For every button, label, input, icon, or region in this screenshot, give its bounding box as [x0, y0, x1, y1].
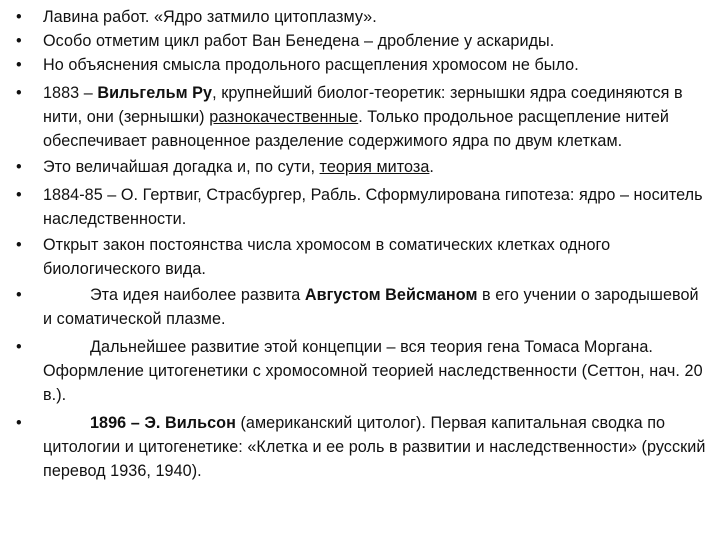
bullet-text-pre: 1883 –: [43, 84, 98, 102]
bullet-item-hertwig-1884: [16, 183, 710, 231]
bullet-text: Но объяснения смысла продольного расщепления хромосом не было.: [43, 56, 579, 74]
bullet-text-post: в его учении о зародышевой и соматической плазме.: [43, 286, 699, 328]
bullet-item-chromosome-constancy: [16, 233, 710, 281]
bullet-text: Особо отметим цикл работ Ван Бенедена – дробление у аскариды.: [43, 32, 555, 50]
underlined-term: теория митоза: [319, 158, 430, 176]
bullet-item-mitosis-theory: [16, 155, 710, 179]
bullet-item-weismann: [16, 283, 710, 331]
person-name-weismann: Августом Вейсманом: [304, 286, 478, 304]
bullet-item-nucleus-avalanche: [16, 5, 710, 29]
bullet-text: Открыт закон постоянства числа хромосом в соматических клетках одного биологического вида.: [43, 236, 611, 278]
bullet-text-pre: Это величайшая догадка и, по сути,: [43, 158, 320, 176]
bullet-text-post: . Только продольное расщепление нитей обеспечивает равноценное разделение содержимого ядра по двум клеткам.: [43, 108, 669, 150]
bullet-text-post: .: [429, 158, 434, 176]
bullet-text-mid: , крупнейший биолог-теоретик: зернышки ядра соединяются в нити, они (зернышки): [43, 84, 683, 126]
person-name-wilson: 1896 – Э. Вильсон: [90, 414, 236, 432]
underlined-term: разнокачественные: [209, 108, 359, 126]
bullet-text-post: (американский цитолог). Первая капитальная сводка по цитологии и цитогенетике: «Клетка и ее роль в развитии и наследственности» (русский перевод 1936, 1940).: [43, 414, 706, 480]
bullet-item-van-beneden: [16, 29, 710, 53]
person-name-roux: Вильгельм Ру: [97, 84, 213, 102]
bullet-text: 1884-85 – О. Гертвиг, Страсбургер, Рабль. Сформулирована гипотеза: ядро – носитель наследственности.: [43, 186, 703, 228]
bullet-item-no-explanation: [16, 53, 710, 77]
bullet-item-morgan: [16, 335, 710, 407]
bullet-list: [16, 5, 710, 483]
bullet-text: Лавина работ. «Ядро затмило цитоплазму».: [43, 8, 377, 26]
bullet-item-roux-1883: [16, 81, 710, 153]
bullet-item-wilson-1896: [16, 411, 710, 483]
bullet-text-pre: Эта идея наиболее развита: [90, 286, 305, 304]
bullet-text: Дальнейшее развитие этой концепции – вся теория гена Томаса Моргана. Оформление цитогенетики с хромосомной теорией наследственности (Сеттон, нач. 20 в.).: [43, 338, 703, 404]
